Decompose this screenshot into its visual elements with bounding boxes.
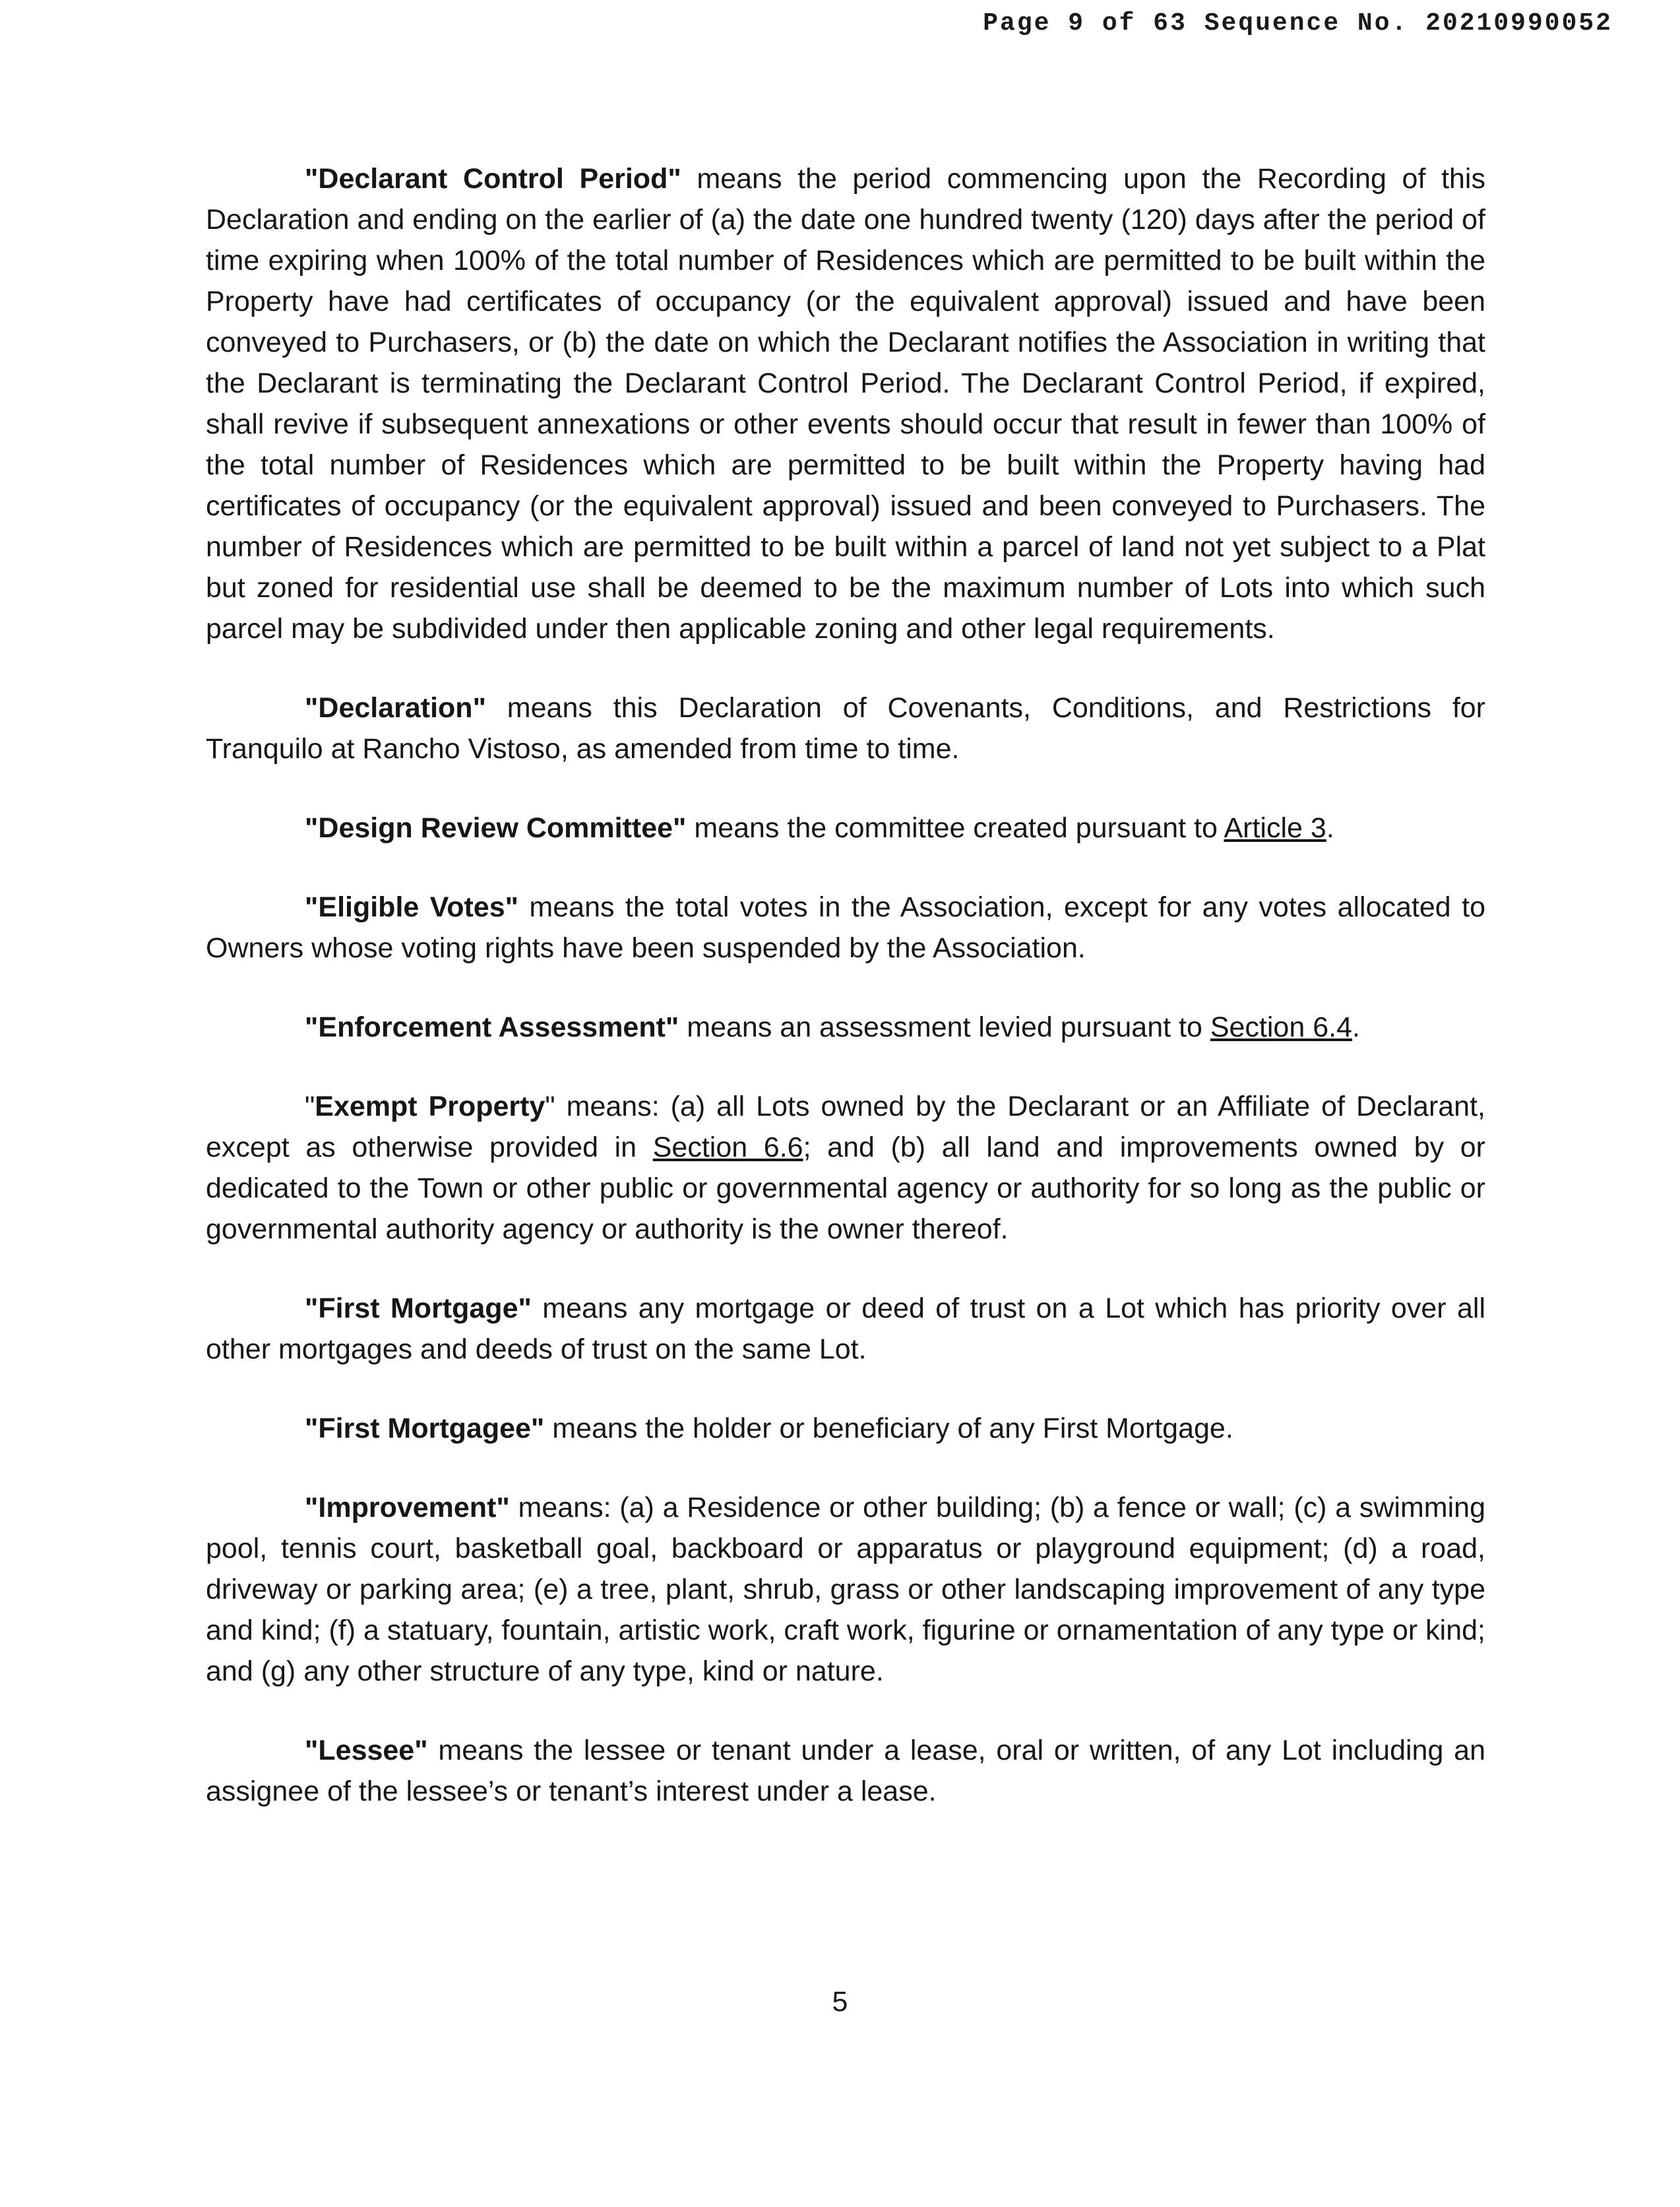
definition-term: Exempt Property	[315, 1091, 545, 1122]
definition-term: "First Mortgage"	[305, 1293, 532, 1324]
definition-text: means any mortgage or deed of trust on a Lot which has priority over all other mortgages and deeds of trust on the same Lot.	[206, 1293, 1485, 1365]
definition-text: means the period commencing upon the Recording of this Declaration and ending on the earlier of (a) the date one hundred twenty (120) days after the period of time expiring when 100% of the total number of Residences which are permitted to be built within the Property have had certificates of occupancy (or the equivalent approval) issued and have been conveyed to Purchasers, or (b) the date on which the Declarant notifies the Association in writing that the Declarant is terminating the Declarant Control Period. The Declarant Control Period, if expired, shall revive if subsequent annexations or other events should occur that result in fewer than 100% of the total number of Residences which are permitted to be built within the Property having had certificates of occupancy (or the equivalent approval) issued and been conveyed to Purchasers. The number of Residences which are permitted to be built within a parcel of land not yet subject to a Plat but zoned for residential use shall be deemed to be the maximum number of Lots into which such parcel may be subdivided under then applicable zoning and other legal requirements.	[206, 163, 1485, 645]
definition-term-quote-open: "	[305, 1091, 315, 1122]
definition-first-mortgagee	[206, 1408, 1485, 1449]
definition-enforcement-assessment	[206, 1007, 1485, 1048]
section-reference: Section 6.6	[652, 1132, 803, 1163]
definition-eligible-votes	[206, 887, 1485, 969]
definition-term: "Enforcement Assessment"	[305, 1011, 679, 1043]
definition-term: "Lessee"	[305, 1735, 428, 1766]
definition-term-quote-close: "	[545, 1091, 555, 1122]
definition-text: means: (a) all Lots owned by the Declarant or an Affiliate of Declarant, except as otherwise provided in	[206, 1091, 1485, 1163]
definition-term: "Eligible Votes"	[305, 891, 519, 923]
definitions-body	[206, 158, 1485, 1850]
definition-text: means the committee created pursuant to	[686, 812, 1224, 844]
article-reference: Article 3	[1224, 812, 1326, 844]
definition-tail: ; and (b) all land and improvements owned by or dedicated to the Town or other public or governmental agency or authority for so long as the public or governmental authority agency or authority is the owner thereof.	[206, 1132, 1485, 1245]
definition-design-review-committee	[206, 808, 1485, 848]
definition-text: means the holder or beneficiary of any First Mortgage.	[544, 1413, 1233, 1444]
definition-term: "Improvement"	[305, 1492, 510, 1523]
definition-text: means the lessee or tenant under a lease, oral or written, of any Lot including an assignee of the lessee’s or tenant’s interest under a lease.	[206, 1735, 1485, 1807]
definition-term: "Design Review Committee"	[305, 812, 687, 844]
page-sequence-header: Page 9 of 63 Sequence No. 20210990052	[983, 9, 1613, 38]
definition-lessee	[206, 1730, 1485, 1812]
definition-improvement	[206, 1487, 1485, 1692]
definition-text: means an assessment levied pursuant to	[679, 1011, 1210, 1043]
definition-term: "Declarant Control Period"	[305, 163, 681, 195]
definition-text: means this Declaration of Covenants, Conditions, and Restrictions for Tranquilo at Rancho Vistoso, as amended from time to time.	[206, 692, 1485, 765]
definition-exempt-property	[206, 1086, 1485, 1250]
definition-text: means the total votes in the Association, except for any votes allocated to Owners whose voting rights have been suspended by the Association.	[206, 891, 1485, 964]
definition-tail: .	[1352, 1011, 1360, 1043]
definition-text: means: (a) a Residence or other building; (b) a fence or wall; (c) a swimming pool, tennis court, basketball goal, backboard or apparatus or playground equipment; (d) a road, driveway or parking area; (e) a tree, plant, shrub, grass or other landscaping improvement of any type and kind; (f) a statuary, fountain, artistic work, craft work, figurine or ornamentation of any type or kind; and (g) any other structure of any type, kind or nature.	[206, 1492, 1485, 1687]
definition-declaration	[206, 688, 1485, 769]
definition-term: "Declaration"	[305, 692, 486, 724]
definition-tail: .	[1326, 812, 1334, 844]
definition-declarant-control-period	[206, 158, 1485, 649]
definition-term: "First Mortgagee"	[305, 1413, 545, 1444]
page-number: 5	[832, 1986, 848, 2018]
section-reference: Section 6.4	[1210, 1011, 1352, 1043]
definition-first-mortgage	[206, 1288, 1485, 1370]
